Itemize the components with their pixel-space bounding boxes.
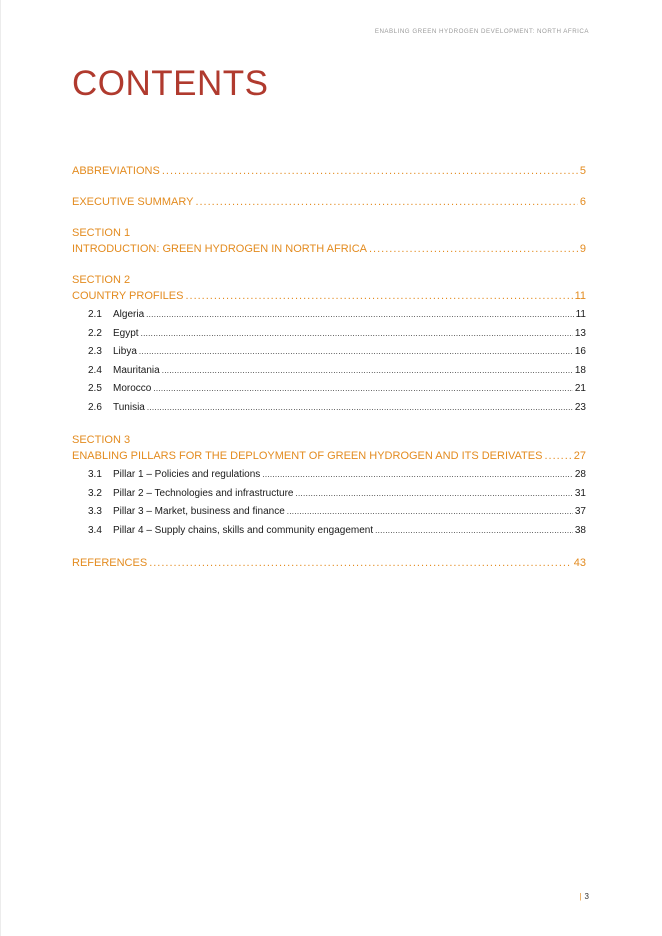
toc-page-number: 11 — [574, 290, 586, 302]
subentry-number: 3.3 — [88, 506, 102, 517]
toc-entry-label: REFERENCES — [72, 557, 148, 569]
dot-leader — [287, 503, 573, 522]
subentry-page-number: 16 — [574, 346, 586, 357]
dot-leader — [375, 522, 573, 541]
toc-subentry[interactable] — [72, 325, 586, 344]
toc-entry-section-3[interactable] — [72, 448, 586, 464]
toc-group-references — [72, 555, 586, 571]
subentry-number: 2.5 — [88, 383, 102, 394]
toc-group-section-2 — [72, 272, 586, 417]
toc-group-section-1 — [72, 225, 586, 257]
subentry-page-number: 18 — [574, 364, 586, 376]
subentry-label: Pillar 3 – Market, business and finance — [113, 506, 285, 517]
dot-leader — [149, 555, 572, 571]
subentry-page-number: 23 — [574, 401, 586, 413]
dot-leader — [544, 448, 571, 464]
subentry-label: Tunisia — [113, 401, 145, 413]
table-of-contents — [72, 163, 586, 586]
toc-subentry[interactable] — [72, 380, 586, 399]
dot-leader — [139, 343, 573, 362]
subentry-label: Mauritania — [113, 364, 160, 376]
subentry-page-number: 37 — [574, 506, 586, 517]
toc-entry-section-2[interactable] — [72, 288, 586, 304]
toc-page-number: 27 — [573, 450, 586, 462]
footer-page-number: 3 — [584, 892, 589, 901]
toc-entry-label: INTRODUCTION: GREEN HYDROGEN IN NORTH AFRICA — [72, 243, 367, 255]
section-heading: SECTION 1 — [72, 227, 131, 239]
subentry-page-number: 38 — [574, 524, 586, 536]
running-header: ENABLING GREEN HYDROGEN DEVELOPMENT: NORTH AFRICA — [374, 28, 589, 35]
toc-entry-label: ABBREVIATIONS — [72, 165, 160, 177]
subentry-label: Pillar 4 – Supply chains, skills and community engagement — [113, 524, 374, 536]
toc-subentry[interactable] — [72, 362, 586, 381]
dot-leader — [369, 241, 578, 257]
page-footer — [579, 892, 589, 901]
page-title: CONTENTS — [72, 64, 269, 103]
subentry-label: Pillar 1 – Policies and regulations — [113, 469, 261, 480]
section-heading: SECTION 3 — [72, 434, 131, 446]
toc-page-number: 9 — [579, 243, 586, 255]
subentry-number: 2.2 — [88, 327, 102, 339]
subentry-page-number: 31 — [574, 487, 586, 499]
toc-subentry[interactable] — [72, 399, 586, 418]
dot-leader — [162, 362, 573, 381]
toc-entry-label: ENABLING PILLARS FOR THE DEPLOYMENT OF GREEN HYDROGEN AND ITS DERIVATES — [72, 450, 543, 462]
subentry-page-number: 28 — [574, 469, 586, 480]
subentry-number: 2.4 — [88, 364, 102, 376]
toc-entry-label: EXECUTIVE SUMMARY — [72, 196, 194, 208]
dot-leader — [147, 399, 573, 418]
toc-group-section-3 — [72, 432, 586, 540]
toc-entry-abbreviations[interactable] — [72, 163, 586, 179]
footer-separator: | — [579, 892, 582, 901]
subentry-label: Morocco — [113, 383, 152, 394]
toc-subentry[interactable] — [72, 343, 586, 362]
subentry-number: 2.1 — [88, 309, 102, 320]
toc-entry-references[interactable] — [72, 555, 586, 571]
subentry-label: Libya — [113, 346, 137, 357]
dot-leader — [141, 325, 573, 344]
subentry-page-number: 21 — [574, 383, 586, 394]
subentry-page-number: 13 — [574, 327, 586, 339]
subentry-number: 3.1 — [88, 469, 102, 480]
section-heading: SECTION 2 — [72, 274, 131, 286]
toc-subentry[interactable] — [72, 466, 586, 485]
subentry-number: 3.4 — [88, 524, 102, 536]
dot-leader — [195, 194, 577, 210]
page-edge-rule — [0, 0, 1, 936]
toc-entry-label: COUNTRY PROFILES — [72, 290, 184, 302]
subentry-label: Egypt — [113, 327, 139, 339]
subentry-label: Algeria — [113, 309, 145, 320]
toc-page-number: 43 — [573, 557, 586, 569]
toc-page-number: 5 — [579, 165, 586, 177]
dot-leader — [295, 485, 572, 504]
dot-leader — [185, 288, 572, 304]
toc-subentry[interactable] — [72, 485, 586, 504]
toc-subentry[interactable] — [72, 503, 586, 522]
dot-leader — [262, 466, 573, 485]
toc-subentry[interactable] — [72, 306, 586, 325]
subentry-label: Pillar 2 – Technologies and infrastructure — [113, 487, 294, 499]
dot-leader — [153, 380, 573, 399]
subentry-page-number: 11 — [575, 309, 586, 320]
subentry-number: 2.6 — [88, 401, 102, 413]
toc-subentry[interactable] — [72, 522, 586, 541]
toc-entry-section-1[interactable] — [72, 241, 586, 257]
subentry-number: 3.2 — [88, 487, 102, 499]
toc-entry-executive-summary[interactable] — [72, 194, 586, 210]
subentry-number: 2.3 — [88, 346, 102, 357]
toc-group-executive-summary — [72, 194, 586, 210]
toc-page-number: 6 — [579, 196, 586, 208]
toc-group-abbreviations — [72, 163, 586, 179]
dot-leader — [146, 306, 573, 325]
dot-leader — [162, 163, 578, 179]
